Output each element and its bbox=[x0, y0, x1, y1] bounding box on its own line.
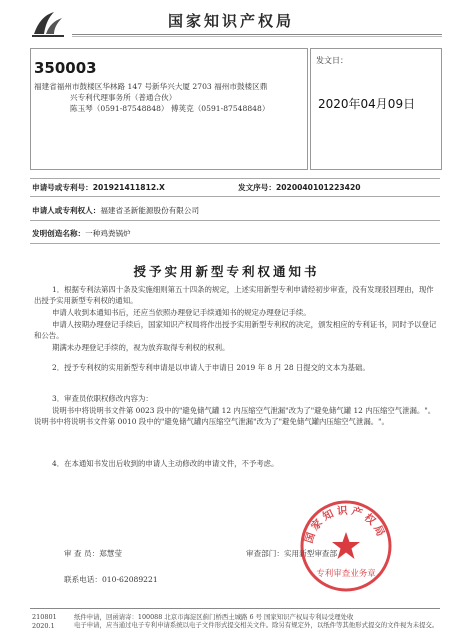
paragraph-1b: 申请人按期办理登记手续后，国家知识产权局将作出授予实用新型专利权的决定，颁发相应的专利证书，同时予以登记和公告。 bbox=[34, 320, 437, 341]
application-number-field bbox=[32, 182, 165, 193]
application-number-value: 201921411812.X bbox=[92, 183, 165, 192]
phone-field bbox=[64, 574, 158, 585]
contacts: 陈玉琴（0591-87548848） 傅荚克（0591-87548848） bbox=[70, 104, 270, 113]
address-line-2: 兴专利代理事务所（普通合伙） bbox=[70, 93, 177, 102]
paragraph-3-content: 说明书中将说明书文件第 0023 段中的"避免储气罐 12 内压缩空气泄漏"改为了"避免储气罐 12 内压缩空气泄漏。"。说明书中将说明书文件第 0010 段中的"避免储气罐内压缩空气泄漏"改为了"避免储气罐内压缩空气泄漏。"。 bbox=[34, 406, 436, 427]
examiner-name: 郑慧莹 bbox=[99, 549, 122, 558]
applicant-label: 申请人或专利权人： bbox=[32, 206, 101, 215]
header-divider-thin bbox=[72, 36, 442, 37]
applicant-field bbox=[32, 205, 199, 216]
official-seal-stamp bbox=[298, 498, 394, 594]
paragraph-1: 1．根据专利法第四十条及实施细则第五十四条的规定，上述实用新型专利申请经初步审查，没有发现驳回理由，现作出授予实用新型专利权的通知。 bbox=[34, 285, 434, 306]
row-divider bbox=[30, 196, 440, 197]
mailing-instructions: 纸件申请，回函请寄：100088 北京市海淀区蓟门桥西土城路 6 号 国家知识产权局专利局受理处收 bbox=[74, 613, 354, 621]
paragraph-4: 4．在本通知书发出后收到的申请人主动修改的申请文件，不予考虑。 bbox=[52, 459, 279, 468]
phone-number: 010-62089221 bbox=[101, 575, 158, 584]
send-date-label: 发文日： bbox=[316, 56, 348, 65]
serial-number-label: 发文序号： bbox=[238, 183, 276, 192]
department-name: 实用新型审查部 bbox=[283, 549, 338, 558]
paragraph-3-heading: 3．审查员依职权修改内容为： bbox=[52, 394, 153, 403]
row-divider bbox=[30, 220, 440, 221]
serial-number-value: 2020040101223420 bbox=[275, 183, 361, 192]
seal-text-top: 国家知识产权局 bbox=[303, 504, 388, 545]
department-label: 审查部门： bbox=[246, 549, 284, 558]
invention-title-label: 发明创造名称： bbox=[32, 229, 86, 238]
application-number-label: 申请号或专利号： bbox=[32, 183, 93, 192]
paragraph-1a: 申请人收到本通知书后，还应当依照办理登记手续通知书的规定办理登记手续。 bbox=[52, 308, 311, 317]
header-divider bbox=[72, 34, 442, 35]
electronic-filing-instructions: 电子申请，应当通过电子专利申请系统以电子文件形式提交相关文件。除另有规定外，以纸件等其他形式提交的文件视为未提交。 bbox=[74, 621, 439, 629]
form-code-2: 2020.1 bbox=[32, 622, 55, 630]
seal-text-bottom: 专利审查业务章 bbox=[316, 569, 376, 579]
notice-title: 授予实用新型专利权通知书 bbox=[133, 264, 320, 279]
paragraph-1c: 期满未办理登记手续的，视为放弃取得专利权的权利。 bbox=[52, 343, 230, 352]
footer-divider bbox=[30, 608, 440, 609]
address-line-1: 福建省福州市鼓楼区华林路 147 号新华兴大厦 2703 福州市鼓楼区鼎 bbox=[34, 82, 268, 91]
office-name: 国家知识产权局 bbox=[168, 12, 295, 30]
form-code-1: 210801 bbox=[32, 613, 57, 621]
phone-label: 联系电话： bbox=[64, 575, 102, 584]
examiner-field bbox=[64, 548, 122, 559]
row-divider bbox=[30, 178, 440, 179]
cnipa-logo-icon bbox=[30, 8, 66, 40]
paragraph-2: 2．授予专利权的实用新型专利申请是以申请人于申请日 2019 年 8 月 28 日提交的文本为基础。 bbox=[52, 363, 370, 372]
postcode: 350003 bbox=[34, 59, 97, 77]
send-date: 2020年04月09日 bbox=[318, 97, 416, 111]
invention-title-value: 一种鸡粪锅炉 bbox=[85, 229, 131, 238]
serial-number-field bbox=[238, 182, 361, 193]
examiner-label: 审 查 员： bbox=[64, 549, 100, 558]
row-divider bbox=[30, 243, 440, 244]
invention-title-field bbox=[32, 228, 131, 239]
applicant-value: 福建省圣新能源股份有限公司 bbox=[100, 206, 200, 215]
